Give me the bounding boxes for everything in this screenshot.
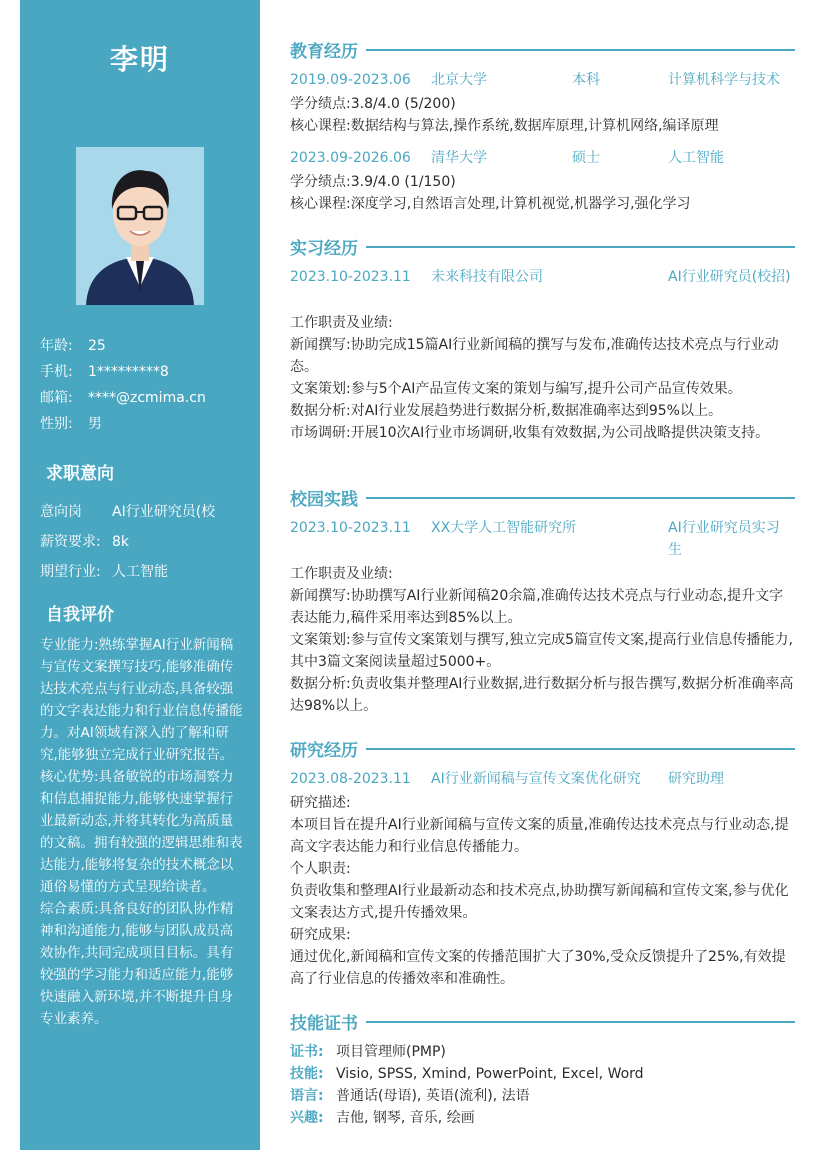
self-eval-paragraph: 综合素质:具备良好的团队协作精神和沟通能力,能够与团队成员高效协作,共同完成项目目标。具有较强的学习能力和适应能力,能够快速融入新环境,并不断提升自身专业素养。 xyxy=(40,901,234,1027)
internship-body: 工作职责及业绩: 新闻撰写:协助完成15篇AI行业新闻稿的撰写与发布,准确传达技术亮点与行业动态。 文案策划:参与5个AI产品宣传文案的策划与编写,提升公司产品宣传效果。 数据分析:对AI行业发展趋势进行数据分析,数据准确率达到95%以上。 市场调研:开展10次AI行业市场调研,收集有效数据,为公司战略提供决策支持。 xyxy=(290,315,779,441)
intent-industry: 期望行业: 人工智能 xyxy=(40,564,168,580)
divider xyxy=(366,1021,795,1023)
job-intent xyxy=(40,497,215,587)
divider xyxy=(366,49,795,51)
education-entry-2-body: 学分绩点:3.9/4.0 (1/150) 核心课程:深度学习,自然语言处理,计算机视觉,机器学习,强化学习 xyxy=(290,174,691,212)
intent-position: 意向岗 AI行业研究员(校 xyxy=(40,504,216,520)
info-gender: 性别: 男 xyxy=(40,416,102,432)
research-heading: 研究经历 xyxy=(290,736,795,761)
divider xyxy=(366,497,795,499)
info-phone: 手机: 1*********8 xyxy=(40,364,169,380)
profile-photo xyxy=(76,147,204,305)
campus-header: 2023.10-2023.11 XX大学人工智能研究所 AI行业研究员实习生 xyxy=(290,520,780,558)
skill-row-certificate: 证书: 项目管理师(PMP) xyxy=(290,1044,446,1060)
divider xyxy=(366,748,795,750)
skill-row-interests: 兴趣: 吉他, 钢琴, 音乐, 绘画 xyxy=(290,1110,475,1126)
research-body: 研究描述: 本项目旨在提升AI行业新闻稿与宣传文案的质量,准确传达技术亮点与行业动态,提高文字表达能力和行业信息传播能力。 个人职责: 负责收集和整理AI行业最新动态和技术亮点,协助撰写新闻稿和宣传文案,参与优化文案表达方式,提升传播效果。 研究成果: 通过优化,新闻稿和宣传文案的传播范围扩大了30%,受众反馈提升了25%,有效提高了行业信息的传播效率和准确性。 xyxy=(290,795,789,987)
info-email: 邮箱: ****@zcmima.cn xyxy=(40,390,206,406)
self-eval-paragraph: 核心优势:具备敏锐的市场洞察力和信息捕捉能力,能够快速掌握行业最新动态,并将其转化为高质量的文稿。拥有较强的逻辑思维和表达能力,能够将复杂的技术概念以通俗易懂的方式呈现给读者。 xyxy=(40,769,243,895)
skill-row-skills: 技能: Visio, SPSS, Xmind, PowerPoint, Excel, Word xyxy=(290,1066,644,1082)
skills-heading: 技能证书 xyxy=(290,1009,795,1034)
skill-row-languages: 语言: 普通话(母语), 英语(流利), 法语 xyxy=(290,1088,530,1104)
education-entry-1-body: 学分绩点:3.8/4.0 (5/200) 核心课程:数据结构与算法,操作系统,数据库原理,计算机网络,编译原理 xyxy=(290,96,719,134)
job-intent-heading: 求职意向 xyxy=(46,464,114,484)
candidate-name: 李明 xyxy=(109,43,170,76)
internship-header: 2023.10-2023.11 未来科技有限公司 AI行业研究员(校招) xyxy=(290,269,791,285)
self-eval-paragraph: 专业能力:熟练掌握AI行业新闻稿与宣传文案撰写技巧,能够准确传达技术亮点与行业动态,具备较强的文字表达能力和行业信息传播能力。对AI领域有深入的了解和研究,能够独立完成行业研究报告。 xyxy=(40,637,243,763)
campus-heading: 校园实践 xyxy=(290,485,795,510)
self-eval xyxy=(40,634,244,1030)
internship-heading: 实习经历 xyxy=(290,234,795,259)
sidebar xyxy=(20,0,260,1150)
education-heading: 教育经历 xyxy=(290,37,795,62)
divider xyxy=(366,246,795,248)
intent-salary: 薪资要求: 8k xyxy=(40,534,130,550)
info-age: 年龄: 25 xyxy=(40,338,106,354)
campus-body: 工作职责及业绩: 新闻撰写:协助撰写AI行业新闻稿20余篇,准确传达技术亮点与行业动态,提升文字表达能力,稿件采用率达到85%以上。 文案策划:参与宣传文案策划与撰写,独立完成5篇宣传文案,提高行业信息传播能力,其中3篇文案阅读量超过5000+。 数据分析:负责收集并整理AI行业数据,进行数据分析与报告撰写,数据分析准确率高达98%以上。 xyxy=(290,566,794,714)
portrait-image xyxy=(76,147,204,305)
skills-body xyxy=(290,1041,795,1129)
self-eval-heading: 自我评价 xyxy=(46,605,114,625)
personal-info xyxy=(40,333,206,437)
